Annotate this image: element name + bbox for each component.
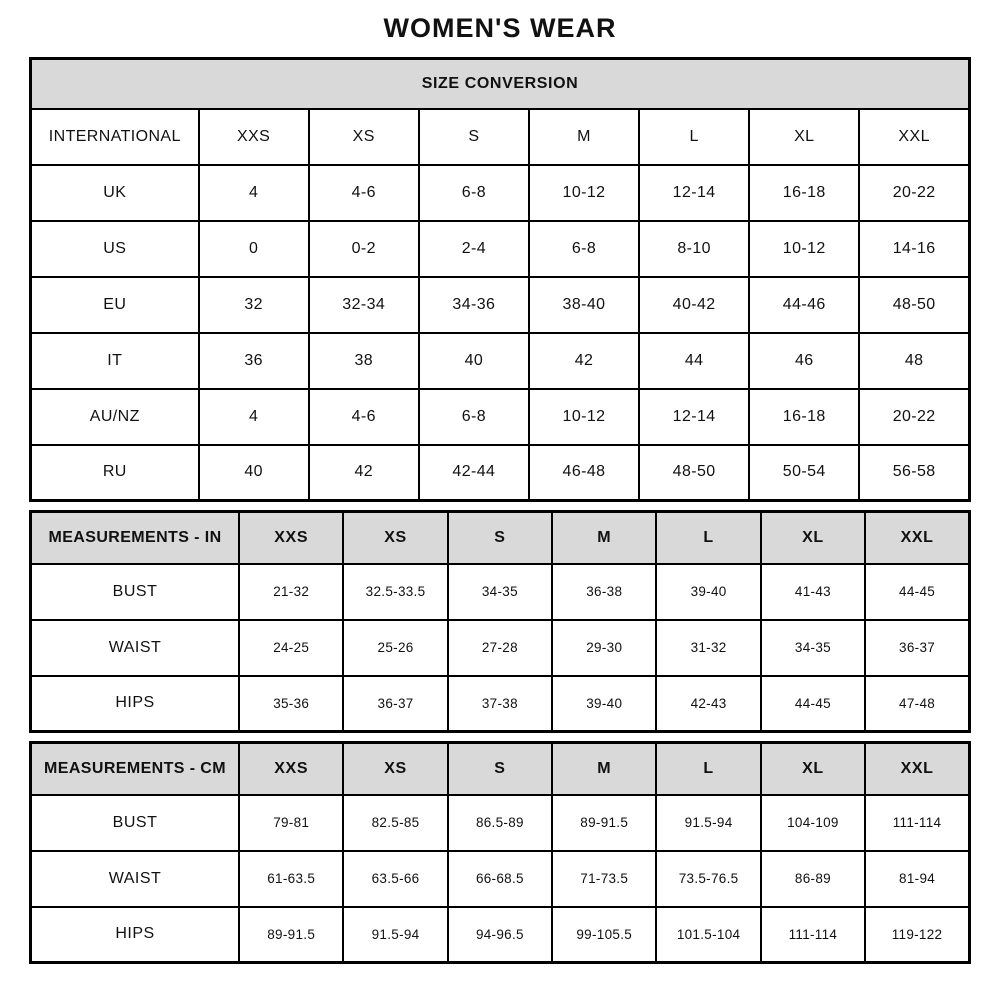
cell: 44 — [639, 333, 749, 389]
size-header-row — [31, 109, 970, 165]
size-header-s: S — [419, 109, 529, 165]
cell: 16-18 — [749, 165, 859, 221]
size-conversion-title: SIZE CONVERSION — [31, 59, 970, 109]
cell: 73.5-76.5 — [656, 851, 760, 907]
row-label: WAIST — [31, 620, 240, 676]
cell: 2-4 — [419, 221, 529, 277]
size-header-xxl: XXL — [865, 512, 969, 564]
cell: 50-54 — [749, 445, 859, 501]
cell: 63.5-66 — [343, 851, 447, 907]
size-header-xs: XS — [343, 743, 447, 795]
cell: 34-35 — [448, 564, 552, 620]
cell: 16-18 — [749, 389, 859, 445]
cell: 40 — [199, 445, 309, 501]
cell: 37-38 — [448, 676, 552, 732]
cell: 29-30 — [552, 620, 656, 676]
cell: 34-35 — [761, 620, 865, 676]
row-label: HIPS — [31, 907, 240, 963]
table-row-hips-in — [31, 676, 970, 732]
cell: 86.5-89 — [448, 795, 552, 851]
measurements-cm-title: MEASUREMENTS - CM — [31, 743, 240, 795]
size-header-xxs: XXS — [199, 109, 309, 165]
cell: 24-25 — [239, 620, 343, 676]
table-title-row — [31, 59, 970, 109]
table-row-bust-in — [31, 564, 970, 620]
cell: 44-46 — [749, 277, 859, 333]
table-row-aunz — [31, 389, 970, 445]
cell: 46-48 — [529, 445, 639, 501]
cell: 6-8 — [529, 221, 639, 277]
cell: 21-32 — [239, 564, 343, 620]
cell: 12-14 — [639, 389, 749, 445]
size-header-xl: XL — [749, 109, 859, 165]
table-row-waist-cm — [31, 851, 970, 907]
cell: 94-96.5 — [448, 907, 552, 963]
size-header-s: S — [448, 512, 552, 564]
measurements-in-title: MEASUREMENTS - IN — [31, 512, 240, 564]
column-header-international: INTERNATIONAL — [31, 109, 199, 165]
cell: 14-16 — [859, 221, 969, 277]
cell: 48-50 — [859, 277, 969, 333]
size-header-xs: XS — [343, 512, 447, 564]
size-header-l: L — [656, 743, 760, 795]
cell: 89-91.5 — [552, 795, 656, 851]
table-row-eu — [31, 277, 970, 333]
cell: 71-73.5 — [552, 851, 656, 907]
cell: 47-48 — [865, 676, 969, 732]
size-header-m: M — [552, 743, 656, 795]
size-header-m: M — [552, 512, 656, 564]
table-row-uk — [31, 165, 970, 221]
cell: 101.5-104 — [656, 907, 760, 963]
cell: 48-50 — [639, 445, 749, 501]
cell: 36-37 — [343, 676, 447, 732]
row-label: RU — [31, 445, 199, 501]
size-conversion-table — [29, 57, 971, 502]
cell: 36-38 — [552, 564, 656, 620]
cell: 99-105.5 — [552, 907, 656, 963]
cell: 10-12 — [749, 221, 859, 277]
size-header-l: L — [656, 512, 760, 564]
cell: 46 — [749, 333, 859, 389]
cell: 0 — [199, 221, 309, 277]
cell: 44-45 — [761, 676, 865, 732]
row-label: WAIST — [31, 851, 240, 907]
cell: 12-14 — [639, 165, 749, 221]
cell: 32-34 — [309, 277, 419, 333]
measurements-cm-header-row — [31, 743, 970, 795]
cell: 38-40 — [529, 277, 639, 333]
cell: 10-12 — [529, 389, 639, 445]
cell: 44-45 — [865, 564, 969, 620]
cell: 48 — [859, 333, 969, 389]
cell: 35-36 — [239, 676, 343, 732]
cell: 79-81 — [239, 795, 343, 851]
measurements-in-table — [29, 510, 971, 733]
cell: 36 — [199, 333, 309, 389]
cell: 32 — [199, 277, 309, 333]
cell: 20-22 — [859, 389, 969, 445]
cell: 104-109 — [761, 795, 865, 851]
cell: 42 — [529, 333, 639, 389]
cell: 4 — [199, 165, 309, 221]
size-header-xl: XL — [761, 743, 865, 795]
cell: 81-94 — [865, 851, 969, 907]
table-row-ru — [31, 445, 970, 501]
size-header-xs: XS — [309, 109, 419, 165]
cell: 40 — [419, 333, 529, 389]
size-header-s: S — [448, 743, 552, 795]
cell: 42-43 — [656, 676, 760, 732]
cell: 61-63.5 — [239, 851, 343, 907]
cell: 111-114 — [761, 907, 865, 963]
row-label: EU — [31, 277, 199, 333]
cell: 111-114 — [865, 795, 969, 851]
cell: 25-26 — [343, 620, 447, 676]
cell: 32.5-33.5 — [343, 564, 447, 620]
cell: 40-42 — [639, 277, 749, 333]
cell: 36-37 — [865, 620, 969, 676]
cell: 31-32 — [656, 620, 760, 676]
size-header-xxl: XXL — [859, 109, 969, 165]
cell: 4-6 — [309, 165, 419, 221]
table-row-hips-cm — [31, 907, 970, 963]
cell: 56-58 — [859, 445, 969, 501]
cell: 0-2 — [309, 221, 419, 277]
cell: 82.5-85 — [343, 795, 447, 851]
cell: 39-40 — [552, 676, 656, 732]
cell: 86-89 — [761, 851, 865, 907]
row-label: AU/NZ — [31, 389, 199, 445]
cell: 39-40 — [656, 564, 760, 620]
cell: 38 — [309, 333, 419, 389]
cell: 6-8 — [419, 165, 529, 221]
cell: 42-44 — [419, 445, 529, 501]
row-label: IT — [31, 333, 199, 389]
page-title: WOMEN'S WEAR — [383, 13, 617, 43]
cell: 34-36 — [419, 277, 529, 333]
size-header-xxs: XXS — [239, 512, 343, 564]
row-label: US — [31, 221, 199, 277]
cell: 119-122 — [865, 907, 969, 963]
cell: 6-8 — [419, 389, 529, 445]
row-label: HIPS — [31, 676, 240, 732]
size-header-xl: XL — [761, 512, 865, 564]
cell: 4-6 — [309, 389, 419, 445]
table-row-waist-in — [31, 620, 970, 676]
measurements-in-header-row — [31, 512, 970, 564]
table-row-us — [31, 221, 970, 277]
table-row-bust-cm — [31, 795, 970, 851]
cell: 91.5-94 — [343, 907, 447, 963]
measurements-cm-table — [29, 741, 971, 964]
row-label: UK — [31, 165, 199, 221]
cell: 10-12 — [529, 165, 639, 221]
cell: 66-68.5 — [448, 851, 552, 907]
cell: 4 — [199, 389, 309, 445]
cell: 91.5-94 — [656, 795, 760, 851]
row-label: BUST — [31, 795, 240, 851]
cell: 41-43 — [761, 564, 865, 620]
row-label: BUST — [31, 564, 240, 620]
size-header-xxl: XXL — [865, 743, 969, 795]
cell: 8-10 — [639, 221, 749, 277]
size-header-m: M — [529, 109, 639, 165]
table-row-it — [31, 333, 970, 389]
cell: 42 — [309, 445, 419, 501]
cell: 20-22 — [859, 165, 969, 221]
size-header-xxs: XXS — [239, 743, 343, 795]
cell: 89-91.5 — [239, 907, 343, 963]
size-header-l: L — [639, 109, 749, 165]
cell: 27-28 — [448, 620, 552, 676]
